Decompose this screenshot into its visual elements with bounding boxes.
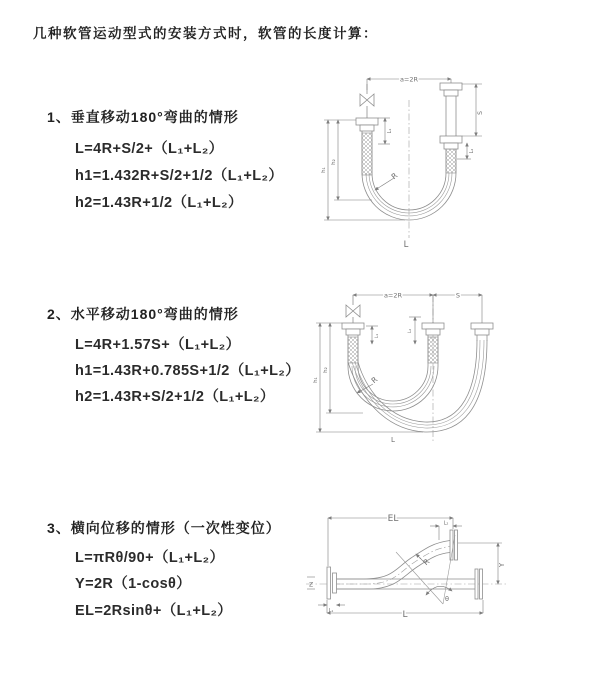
dimension-top-s: [433, 292, 482, 300]
dimension-s: [462, 84, 484, 136]
dimension-h1: [313, 323, 423, 432]
section3-formula-L: L=πRθ/90+（L₁+L₂）: [75, 550, 225, 566]
dim-label-h2: h₂: [331, 159, 337, 165]
angle-label: θ: [445, 595, 449, 603]
dim-label-y: Y: [498, 562, 506, 568]
fitting-right: [440, 83, 462, 149]
page-title: 几种软管运动型式的安装方式时，软管的长度计算：: [33, 26, 378, 41]
braid-left: [362, 133, 372, 175]
braid-left: [348, 337, 358, 363]
flange-left: [356, 118, 378, 131]
braid-middle: [428, 337, 438, 363]
dimension-l: [327, 600, 483, 620]
dim-label-l2: L₂: [408, 328, 413, 334]
length-label: L: [402, 610, 408, 620]
diagram-vertical-180-bend: [310, 70, 530, 255]
length-label: L: [391, 436, 395, 444]
dim-label-h2: h₂: [323, 367, 329, 373]
section2-heading: 2、水平移动180°弯曲的情形: [47, 306, 239, 322]
dim-label-h1: h₁: [321, 167, 327, 173]
length-label: L: [403, 240, 409, 250]
radius-label: R: [421, 556, 432, 568]
dim-label-a2r: a=2R: [399, 75, 419, 84]
centerline-mark: Z: [308, 581, 314, 589]
dimension-top-a2r: [367, 76, 451, 91]
dim-label-l1: L₁: [387, 128, 393, 134]
dim-label-s: S: [455, 291, 461, 300]
dimension-l2: [457, 143, 475, 159]
dimension-el: [328, 514, 453, 566]
diagram-horizontal-180-bend: [303, 282, 553, 457]
section1-heading: 1、垂直移动180°弯曲的情形: [47, 109, 239, 125]
dim-label-el: EL: [387, 514, 399, 524]
section2-formula-h1: h1=1.43R+0.785S+1/2（L₁+L₂）: [75, 363, 301, 379]
braid-right: [446, 149, 456, 173]
diagram-lateral-displacement: [298, 496, 578, 666]
flange-right: [471, 323, 493, 341]
dim-label-l2: L₂: [469, 148, 475, 154]
dimension-l1: [378, 118, 393, 144]
flange-right-upper: [450, 530, 458, 560]
dimension-l1: [366, 326, 380, 344]
radius-label: R: [389, 170, 400, 182]
flange-left: [342, 323, 364, 335]
section1-formula-h2: h2=1.43R+1/2（L₁+L₂）: [75, 195, 243, 211]
section3-formula-Y: Y=2R（1-cosθ）: [75, 576, 192, 592]
dim-label-l1: L₁: [328, 608, 334, 614]
section3-formula-EL: EL=2Rsinθ+（L₁+L₂）: [75, 603, 233, 619]
dim-label-l2: L₂: [443, 520, 449, 527]
dim-label-a2r: a=2R: [383, 291, 403, 300]
dim-label-h1: h₁: [313, 377, 319, 383]
section2-formula-h2: h2=1.43R+S/2+1/2（L₁+L₂）: [75, 389, 275, 405]
hose-displaced-position: [337, 541, 451, 590]
radius-leader: [375, 171, 399, 190]
section1-formula-h1: h1=1.432R+S/2+1/2（L₁+L₂）: [75, 168, 284, 184]
flange-left: [327, 567, 337, 599]
section2-formula-L: L=4R+1.57S+（L₁+L₂）: [75, 337, 241, 353]
dim-label-s: S: [477, 111, 484, 115]
section1-formula-L: L=4R+S/2+（L₁+L₂）: [75, 141, 224, 157]
section3-heading: 3、横向位移的情形（一次性变位）: [47, 520, 281, 536]
valve-icon: [346, 295, 360, 323]
dimension-l2: [407, 317, 421, 344]
dimension-top-a2r: [353, 292, 482, 324]
dimension-l1: [318, 605, 345, 614]
dim-label-l1: L₁: [375, 333, 380, 339]
radius-label: R: [369, 374, 380, 386]
flange-middle: [422, 323, 444, 335]
